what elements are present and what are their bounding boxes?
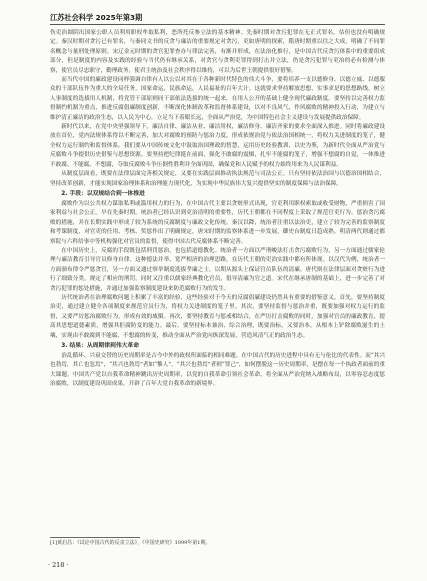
section-heading: 2. 手段：以双规结合到一体推进 xyxy=(61,190,145,197)
footnote: [1]黄启昌：《试论中国古代的反贪立法》，《中国史研究》1999年第1期。 xyxy=(50,540,211,546)
body-paragraph: 新时代以来，在党中央坚强领导下，廉洁自律、廉洁从业、廉洁用权，廉洁修身、廉洁齐家的要求全面深入推进。同时将廉政建设放在首位，党内法规体系得以不断完善，加大对腐败的预防与惩治力度，形成依规治党与依法治国相统一，将权力关进制度的笼子，健全权力运行制约和监督体系。我们要从中国传统文化中汲取治国理政的智慧，运用历史经验教训，以史为鉴，为新时代全面从严治党与反腐败斗争提供历史借鉴与思想资源。要坚持把纪律挺在前面，强化不敢腐的震慑，扎牢不能腐的笼子，增强不想腐的自觉，一体推进不敢腐、不能腐、不想腐，夺取反腐败斗争压倒性胜利并全面巩固，确保党和人民赋予的权力始终用来为人民谋利益。 xyxy=(50,124,385,168)
body-paragraph: 治乱循环、兴衰交替的历史周期率是古今中外的政权所面临的相同难题。在中国古代的历史进程中具有无与伦比的代表性。而“其兴也勃焉，其亡也忽焉”，“其兴也勃焉”者如“黎人”，“其兴也勃焉”者则“罪己”，如何摆脱这一历史周期率，是摆在每一个执政者面前的重大课题。中国共产党以自我革命精神跳出历史周期率，以党的自我革命引领社会革命，将全面从严治党纳入战略布局，以零容忍态度惩治腐败，以制度建设巩固成果，开辟了百年大党自我革命的新境界。 xyxy=(50,353,385,388)
article-body xyxy=(50,29,385,390)
body-paragraph: 伤吏治圆阴出国家公职人员利用职权牟取私利，恶所托反参立法的基本精神。先秦时期对贪污犯罪在无正式罪名，估但也没有明确规定。秦汉时期对贪污已有罪名，与秦同文书的反贪与廉洁的重要规定对贪污，吏如唐明的探索，隋唐时期重以往之大成，明确了不同罪名概念与量刑处理原则。宋辽金元时期的贪官犯罪查办与律法完善，有渐并形成，在法治化推行，是中国古代反贪污体系中的重要组成部分，但是制度的内容及实践的经验与当代仍有继承关系，对贪官与贪利吏罪得到打击并立法，仍是贪污犯罪与吏治的必有检测与体察，使官员尽忠职守，勤理政务，使君主统治及社会秩序得以维持，可以为后世王朝提供很好借鉴。 xyxy=(50,30,385,74)
body-paragraph: 历代统治者在治理腐败问题上积累了丰富的经验，这些经验对于今天的反腐倡廉建设仍然具有重要的借鉴意义。首先，要坚持制度治吏，通过建立健全各项制度来规范官员行为，将权力关进制度的笼子里。其次，要坚持监督与惩治并重，既要加强对权力运行的监督，又要严厉惩治腐败行为，形成有效的威慑。再次，要坚持教育与惩戒相结合，在严厉打击腐败的同时，加强对官员的廉政教育，提高其思想道德素质，增强其拒腐防变的能力。最后，要坚持标本兼治、综合治理，既要治标，又要治本，从根本上铲除腐败滋生的土壤，实现由不敢腐到不能腐、不想腐的转变，推动全面从严治党向纵深发展，营造风清气正的政治生态。 xyxy=(50,294,385,339)
page-number: · 218 · xyxy=(48,561,69,569)
header-rule xyxy=(50,24,385,25)
body-paragraph: 从制度层面看，既要在法律层面完善相关规定，又要在实践层面推动执法规范与司法公正。只有坚持依法治国与以德治国相结合，坚持改革创新，才能实现国家治理体系和治理能力现代化，为实现中华民族伟大复兴提供坚实的制度保障与法治保障。 xyxy=(50,171,385,187)
section-heading: 3. 结果：从周期律到伟大革命 xyxy=(61,343,140,349)
body-paragraph: 腐败作为以公共权力谋取私利或滥用权力的行为，在中国古代主要以贪赃形式出现，官吏利用职权索取或收受财物，严重损害了国家利益与社会公正。早在先秦时期，统治者已经认识到吏治清明的重要性，历代王朝都在不同程度上采取了规范官吏行为、惩治贪污腐败的措施，并在长期实践中形成了较为系统的反腐制度与廉政文化传统。秦汉以降，统治者注重以法治吏，建立了较为完善的监察制度和考课制度，对官吏的任用、考核、奖惩作出了明确规定，唐宋时期的监察体系进一步发展，御史台制度日趋成熟，明清两代则通过都察院与六科给事中等机构强化对官员的监督，使得中国古代反腐体系不断完善。 xyxy=(50,200,385,245)
body-paragraph: 而当代中国的廉政建设同样强调自律有人以公以对其在于各种新时代特色的伟大斗争，要将培养一支以德修身、以德立威、以德服众的干部队伍作为重大的全局任务，国家命运，民族命运，人民福祉的百年大计。这就要求坚持解放思想，实事求是的思想路线，树立人事制度的选拔用人机制，将党管干部原则同干部依法选拔的统一起来，在用人公开的基础上健全现代廉政制度。要坚持以完善权力监督制约机制为重点，推进反腐倡廉制度创新，不断深化体制改革和监督体系建设，以对不良风气、作风腐败的精神投入行动，为建立与维护清正廉洁的政治生态，以人民为中心，立足当下着眼长远，全面从严治党，为中国特色社会主义建设与发展提供政治保障。 xyxy=(50,77,385,121)
footnote-rule xyxy=(50,537,140,538)
body-paragraph: 在中国历史上，反腐的手段既包括刑罚惩治，也包括道德教化。统治者一方面以严刑峻法打击贪污腐败行为，另一方面通过儒家伦理与廉洁教育引导官员修身自律。这种德法并举、宽严相济的治理思路，在历代王朝的吏治实践中都有所体现。以汉代为例，统治者一方面颁布律令严惩贪官，另一方面又通过察举制度选拔孝廉之士，以期从源头上保证官员队伍的清廉。唐代则在法律层面对贪赃行为进行了细致分类，规定了相应的刑罚，同时又注重以儒家经典教化官员，倡导清廉为官之道。宋代在继承唐制的基础上，进一步完善了对贪污犯罪的惩处措施，并通过加强监察制度建设来防范腐败行为的发生。 xyxy=(50,247,385,292)
journal-header: 江苏社会科学 2025年第3期 xyxy=(50,13,143,22)
